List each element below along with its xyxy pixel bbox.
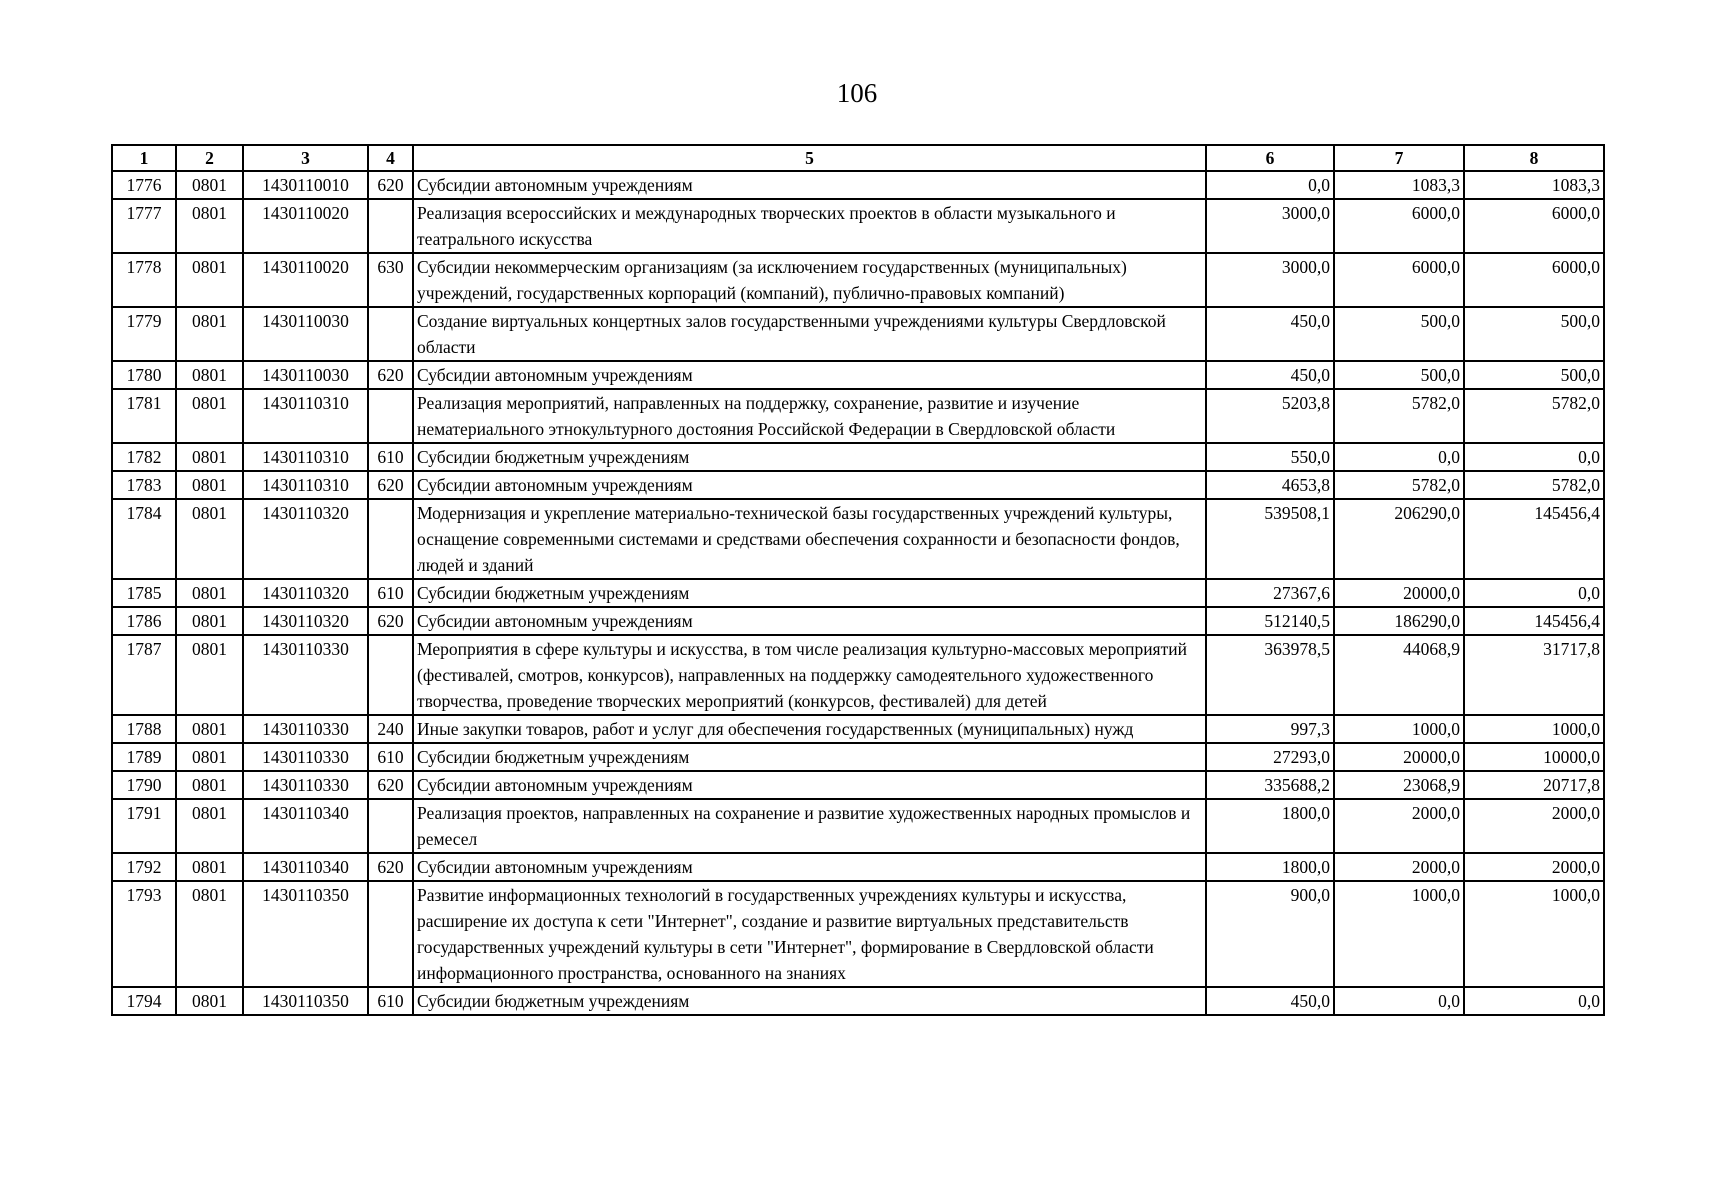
page-number: 106 (836, 78, 878, 108)
item-name: Субсидии автономным учреждениям (413, 361, 1206, 389)
table-row (112, 199, 1604, 253)
amount-col-6: 335688,2 (1206, 771, 1334, 799)
table-row (112, 171, 1604, 199)
amount-col-8: 500,0 (1464, 307, 1604, 361)
section-code: 0801 (176, 171, 243, 199)
section-code: 0801 (176, 389, 243, 443)
amount-col-7: 0,0 (1334, 443, 1464, 471)
amount-col-7: 1000,0 (1334, 715, 1464, 743)
target-article-code: 1430110340 (243, 799, 368, 853)
amount-col-6: 0,0 (1206, 171, 1334, 199)
table-row (112, 499, 1604, 579)
row-number: 1783 (112, 471, 176, 499)
header-col-7: 7 (1334, 145, 1464, 171)
item-name: Субсидии некоммерческим организациям (за исключением государственных (муниципальных) учреждений, государственных корпораций (компаний), публично-правовых компаний) (413, 253, 1206, 307)
section-code: 0801 (176, 579, 243, 607)
expense-type-code: 610 (368, 579, 413, 607)
section-code: 0801 (176, 499, 243, 579)
table-row (112, 987, 1604, 1015)
amount-col-7: 500,0 (1334, 307, 1464, 361)
amount-col-7: 1083,3 (1334, 171, 1464, 199)
header-col-2: 2 (176, 145, 243, 171)
amount-col-8: 145456,4 (1464, 607, 1604, 635)
amount-col-8: 1000,0 (1464, 881, 1604, 987)
item-name: Субсидии бюджетным учреждениям (413, 987, 1206, 1015)
item-name: Модернизация и укрепление материально-технической базы государственных учреждений культуры, оснащение современными системами и средствами обеспечения сохранности и безопасности фондов, людей и зданий (413, 499, 1206, 579)
row-number: 1793 (112, 881, 176, 987)
amount-col-6: 27367,6 (1206, 579, 1334, 607)
expense-type-code: 610 (368, 987, 413, 1015)
section-code: 0801 (176, 715, 243, 743)
target-article-code: 1430110030 (243, 361, 368, 389)
item-name: Субсидии автономным учреждениям (413, 607, 1206, 635)
target-article-code: 1430110350 (243, 987, 368, 1015)
row-number: 1794 (112, 987, 176, 1015)
target-article-code: 1430110330 (243, 635, 368, 715)
amount-col-7: 2000,0 (1334, 799, 1464, 853)
item-name: Субсидии автономным учреждениям (413, 853, 1206, 881)
amount-col-8: 2000,0 (1464, 853, 1604, 881)
target-article-code: 1430110330 (243, 771, 368, 799)
row-number: 1785 (112, 579, 176, 607)
amount-col-8: 145456,4 (1464, 499, 1604, 579)
expense-type-code: 620 (368, 771, 413, 799)
row-number: 1780 (112, 361, 176, 389)
section-code: 0801 (176, 853, 243, 881)
target-article-code: 1430110310 (243, 471, 368, 499)
section-code: 0801 (176, 635, 243, 715)
amount-col-7: 186290,0 (1334, 607, 1464, 635)
row-number: 1790 (112, 771, 176, 799)
amount-col-8: 10000,0 (1464, 743, 1604, 771)
row-number: 1778 (112, 253, 176, 307)
expense-type-code (368, 635, 413, 715)
table-row (112, 307, 1604, 361)
section-code: 0801 (176, 771, 243, 799)
table-row (112, 771, 1604, 799)
target-article-code: 1430110310 (243, 443, 368, 471)
expense-type-code: 240 (368, 715, 413, 743)
header-col-4: 4 (368, 145, 413, 171)
amount-col-7: 20000,0 (1334, 743, 1464, 771)
item-name: Реализация проектов, направленных на сохранение и развитие художественных народных промыслов и ремесел (413, 799, 1206, 853)
row-number: 1787 (112, 635, 176, 715)
expense-type-code: 620 (368, 853, 413, 881)
target-article-code: 1430110320 (243, 607, 368, 635)
header-col-3: 3 (243, 145, 368, 171)
table-row (112, 607, 1604, 635)
row-number: 1792 (112, 853, 176, 881)
table-row (112, 715, 1604, 743)
amount-col-6: 363978,5 (1206, 635, 1334, 715)
amount-col-7: 206290,0 (1334, 499, 1464, 579)
target-article-code: 1430110320 (243, 499, 368, 579)
amount-col-6: 3000,0 (1206, 253, 1334, 307)
expense-type-code: 620 (368, 361, 413, 389)
item-name: Развитие информационных технологий в государственных учреждениях культуры и искусства, расширение их доступа к сети "Интернет", создание и развитие виртуальных представительств государственных учреждений культуры в сети "Интернет", формирование в Свердловской области информационного пространства, основанного на знаниях (413, 881, 1206, 987)
table-row (112, 579, 1604, 607)
amount-col-8: 31717,8 (1464, 635, 1604, 715)
table-row (112, 881, 1604, 987)
amount-col-7: 20000,0 (1334, 579, 1464, 607)
table-row (112, 443, 1604, 471)
amount-col-8: 0,0 (1464, 987, 1604, 1015)
header-col-1: 1 (112, 145, 176, 171)
item-name: Субсидии автономным учреждениям (413, 771, 1206, 799)
amount-col-8: 500,0 (1464, 361, 1604, 389)
amount-col-8: 6000,0 (1464, 199, 1604, 253)
amount-col-8: 6000,0 (1464, 253, 1604, 307)
header-col-8: 8 (1464, 145, 1604, 171)
item-name: Реализация мероприятий, направленных на поддержку, сохранение, развитие и изучение нематериального этнокультурного достояния Российской Федерации в Свердловской области (413, 389, 1206, 443)
item-name: Создание виртуальных концертных залов государственными учреждениями культуры Свердловской области (413, 307, 1206, 361)
target-article-code: 1430110030 (243, 307, 368, 361)
amount-col-8: 20717,8 (1464, 771, 1604, 799)
section-code: 0801 (176, 799, 243, 853)
section-code: 0801 (176, 743, 243, 771)
section-code: 0801 (176, 199, 243, 253)
amount-col-6: 512140,5 (1206, 607, 1334, 635)
target-article-code: 1430110010 (243, 171, 368, 199)
target-article-code: 1430110330 (243, 715, 368, 743)
item-name: Мероприятия в сфере культуры и искусства, в том числе реализация культурно-массовых мероприятий (фестивалей, смотров, конкурсов), направленных на поддержку самодеятельного художественного творчества, проведение творческих мероприятий (конкурсов, фестивалей) для детей (413, 635, 1206, 715)
row-number: 1788 (112, 715, 176, 743)
expense-type-code: 620 (368, 171, 413, 199)
amount-col-7: 44068,9 (1334, 635, 1464, 715)
section-code: 0801 (176, 987, 243, 1015)
amount-col-6: 5203,8 (1206, 389, 1334, 443)
amount-col-6: 900,0 (1206, 881, 1334, 987)
amount-col-6: 450,0 (1206, 361, 1334, 389)
item-name: Субсидии автономным учреждениям (413, 171, 1206, 199)
amount-col-6: 27293,0 (1206, 743, 1334, 771)
item-name: Субсидии бюджетным учреждениям (413, 579, 1206, 607)
target-article-code: 1430110350 (243, 881, 368, 987)
table-row (112, 389, 1604, 443)
amount-col-7: 6000,0 (1334, 199, 1464, 253)
item-name: Иные закупки товаров, работ и услуг для обеспечения государственных (муниципальных) нужд (413, 715, 1206, 743)
expense-type-code: 620 (368, 607, 413, 635)
section-code: 0801 (176, 307, 243, 361)
expense-type-code (368, 499, 413, 579)
expense-type-code (368, 881, 413, 987)
amount-col-7: 0,0 (1334, 987, 1464, 1015)
table-body (112, 171, 1604, 1015)
amount-col-7: 1000,0 (1334, 881, 1464, 987)
section-code: 0801 (176, 607, 243, 635)
amount-col-6: 997,3 (1206, 715, 1334, 743)
amount-col-6: 539508,1 (1206, 499, 1334, 579)
header-col-6: 6 (1206, 145, 1334, 171)
amount-col-8: 0,0 (1464, 579, 1604, 607)
table-row (112, 743, 1604, 771)
expense-type-code: 630 (368, 253, 413, 307)
amount-col-6: 4653,8 (1206, 471, 1334, 499)
section-code: 0801 (176, 471, 243, 499)
target-article-code: 1430110020 (243, 199, 368, 253)
section-code: 0801 (176, 443, 243, 471)
row-number: 1776 (112, 171, 176, 199)
amount-col-8: 0,0 (1464, 443, 1604, 471)
amount-col-6: 1800,0 (1206, 799, 1334, 853)
section-code: 0801 (176, 881, 243, 987)
amount-col-8: 2000,0 (1464, 799, 1604, 853)
table-row (112, 799, 1604, 853)
item-name: Субсидии бюджетным учреждениям (413, 443, 1206, 471)
item-name: Реализация всероссийских и международных творческих проектов в области музыкального и театрального искусства (413, 199, 1206, 253)
table-row (112, 853, 1604, 881)
amount-col-6: 450,0 (1206, 987, 1334, 1015)
table-row (112, 253, 1604, 307)
table-row (112, 635, 1604, 715)
amount-col-8: 5782,0 (1464, 389, 1604, 443)
expense-type-code (368, 389, 413, 443)
amount-col-8: 1000,0 (1464, 715, 1604, 743)
expense-type-code (368, 307, 413, 361)
amount-col-6: 550,0 (1206, 443, 1334, 471)
row-number: 1777 (112, 199, 176, 253)
item-name: Субсидии автономным учреждениям (413, 471, 1206, 499)
amount-col-8: 1083,3 (1464, 171, 1604, 199)
amount-col-6: 450,0 (1206, 307, 1334, 361)
amount-col-7: 5782,0 (1334, 471, 1464, 499)
header-col-5: 5 (413, 145, 1206, 171)
table-row (112, 471, 1604, 499)
amount-col-7: 500,0 (1334, 361, 1464, 389)
expense-type-code (368, 199, 413, 253)
amount-col-6: 3000,0 (1206, 199, 1334, 253)
amount-col-7: 5782,0 (1334, 389, 1464, 443)
target-article-code: 1430110310 (243, 389, 368, 443)
row-number: 1784 (112, 499, 176, 579)
expense-type-code: 610 (368, 443, 413, 471)
row-number: 1786 (112, 607, 176, 635)
amount-col-7: 6000,0 (1334, 253, 1464, 307)
table-row (112, 361, 1604, 389)
header-row (112, 145, 1604, 171)
section-code: 0801 (176, 253, 243, 307)
amount-col-6: 1800,0 (1206, 853, 1334, 881)
section-code: 0801 (176, 361, 243, 389)
target-article-code: 1430110340 (243, 853, 368, 881)
amount-col-7: 23068,9 (1334, 771, 1464, 799)
row-number: 1782 (112, 443, 176, 471)
expense-type-code: 610 (368, 743, 413, 771)
row-number: 1789 (112, 743, 176, 771)
expense-type-code (368, 799, 413, 853)
row-number: 1779 (112, 307, 176, 361)
budget-table (111, 144, 1605, 1016)
row-number: 1791 (112, 799, 176, 853)
target-article-code: 1430110320 (243, 579, 368, 607)
amount-col-7: 2000,0 (1334, 853, 1464, 881)
target-article-code: 1430110330 (243, 743, 368, 771)
target-article-code: 1430110020 (243, 253, 368, 307)
amount-col-8: 5782,0 (1464, 471, 1604, 499)
expense-type-code: 620 (368, 471, 413, 499)
item-name: Субсидии бюджетным учреждениям (413, 743, 1206, 771)
row-number: 1781 (112, 389, 176, 443)
